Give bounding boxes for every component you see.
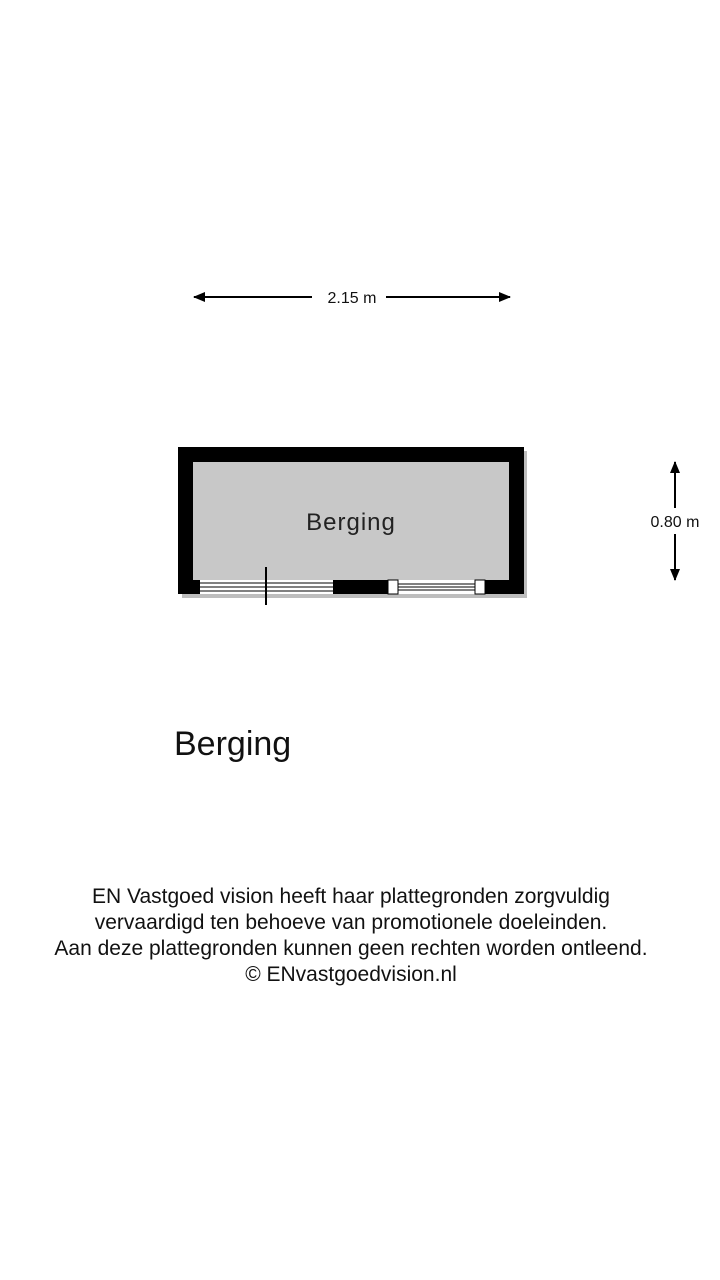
disclaimer-line: vervaardigd ten behoeve van promotionele doeleinden. (94, 911, 608, 934)
disclaimer-copyright: © ENvastgoedvision.nl (245, 963, 457, 986)
disclaimer (0, 884, 702, 988)
width-dimension-label: 2.15 m (327, 290, 377, 307)
disclaimer-line: Aan deze plattegronden kunnen geen rechten worden ontleend. (54, 937, 648, 960)
room-berging (178, 447, 527, 605)
disclaimer-line: EN Vastgoed vision heeft haar plattegronden zorgvuldig (92, 885, 610, 908)
room-name: Berging (306, 509, 396, 536)
floor-label: Berging (174, 725, 292, 763)
height-dimension (651, 462, 700, 580)
bottom-window-right (388, 580, 485, 594)
height-dimension-label: 0.80 m (650, 514, 700, 531)
width-dimension (194, 290, 510, 307)
